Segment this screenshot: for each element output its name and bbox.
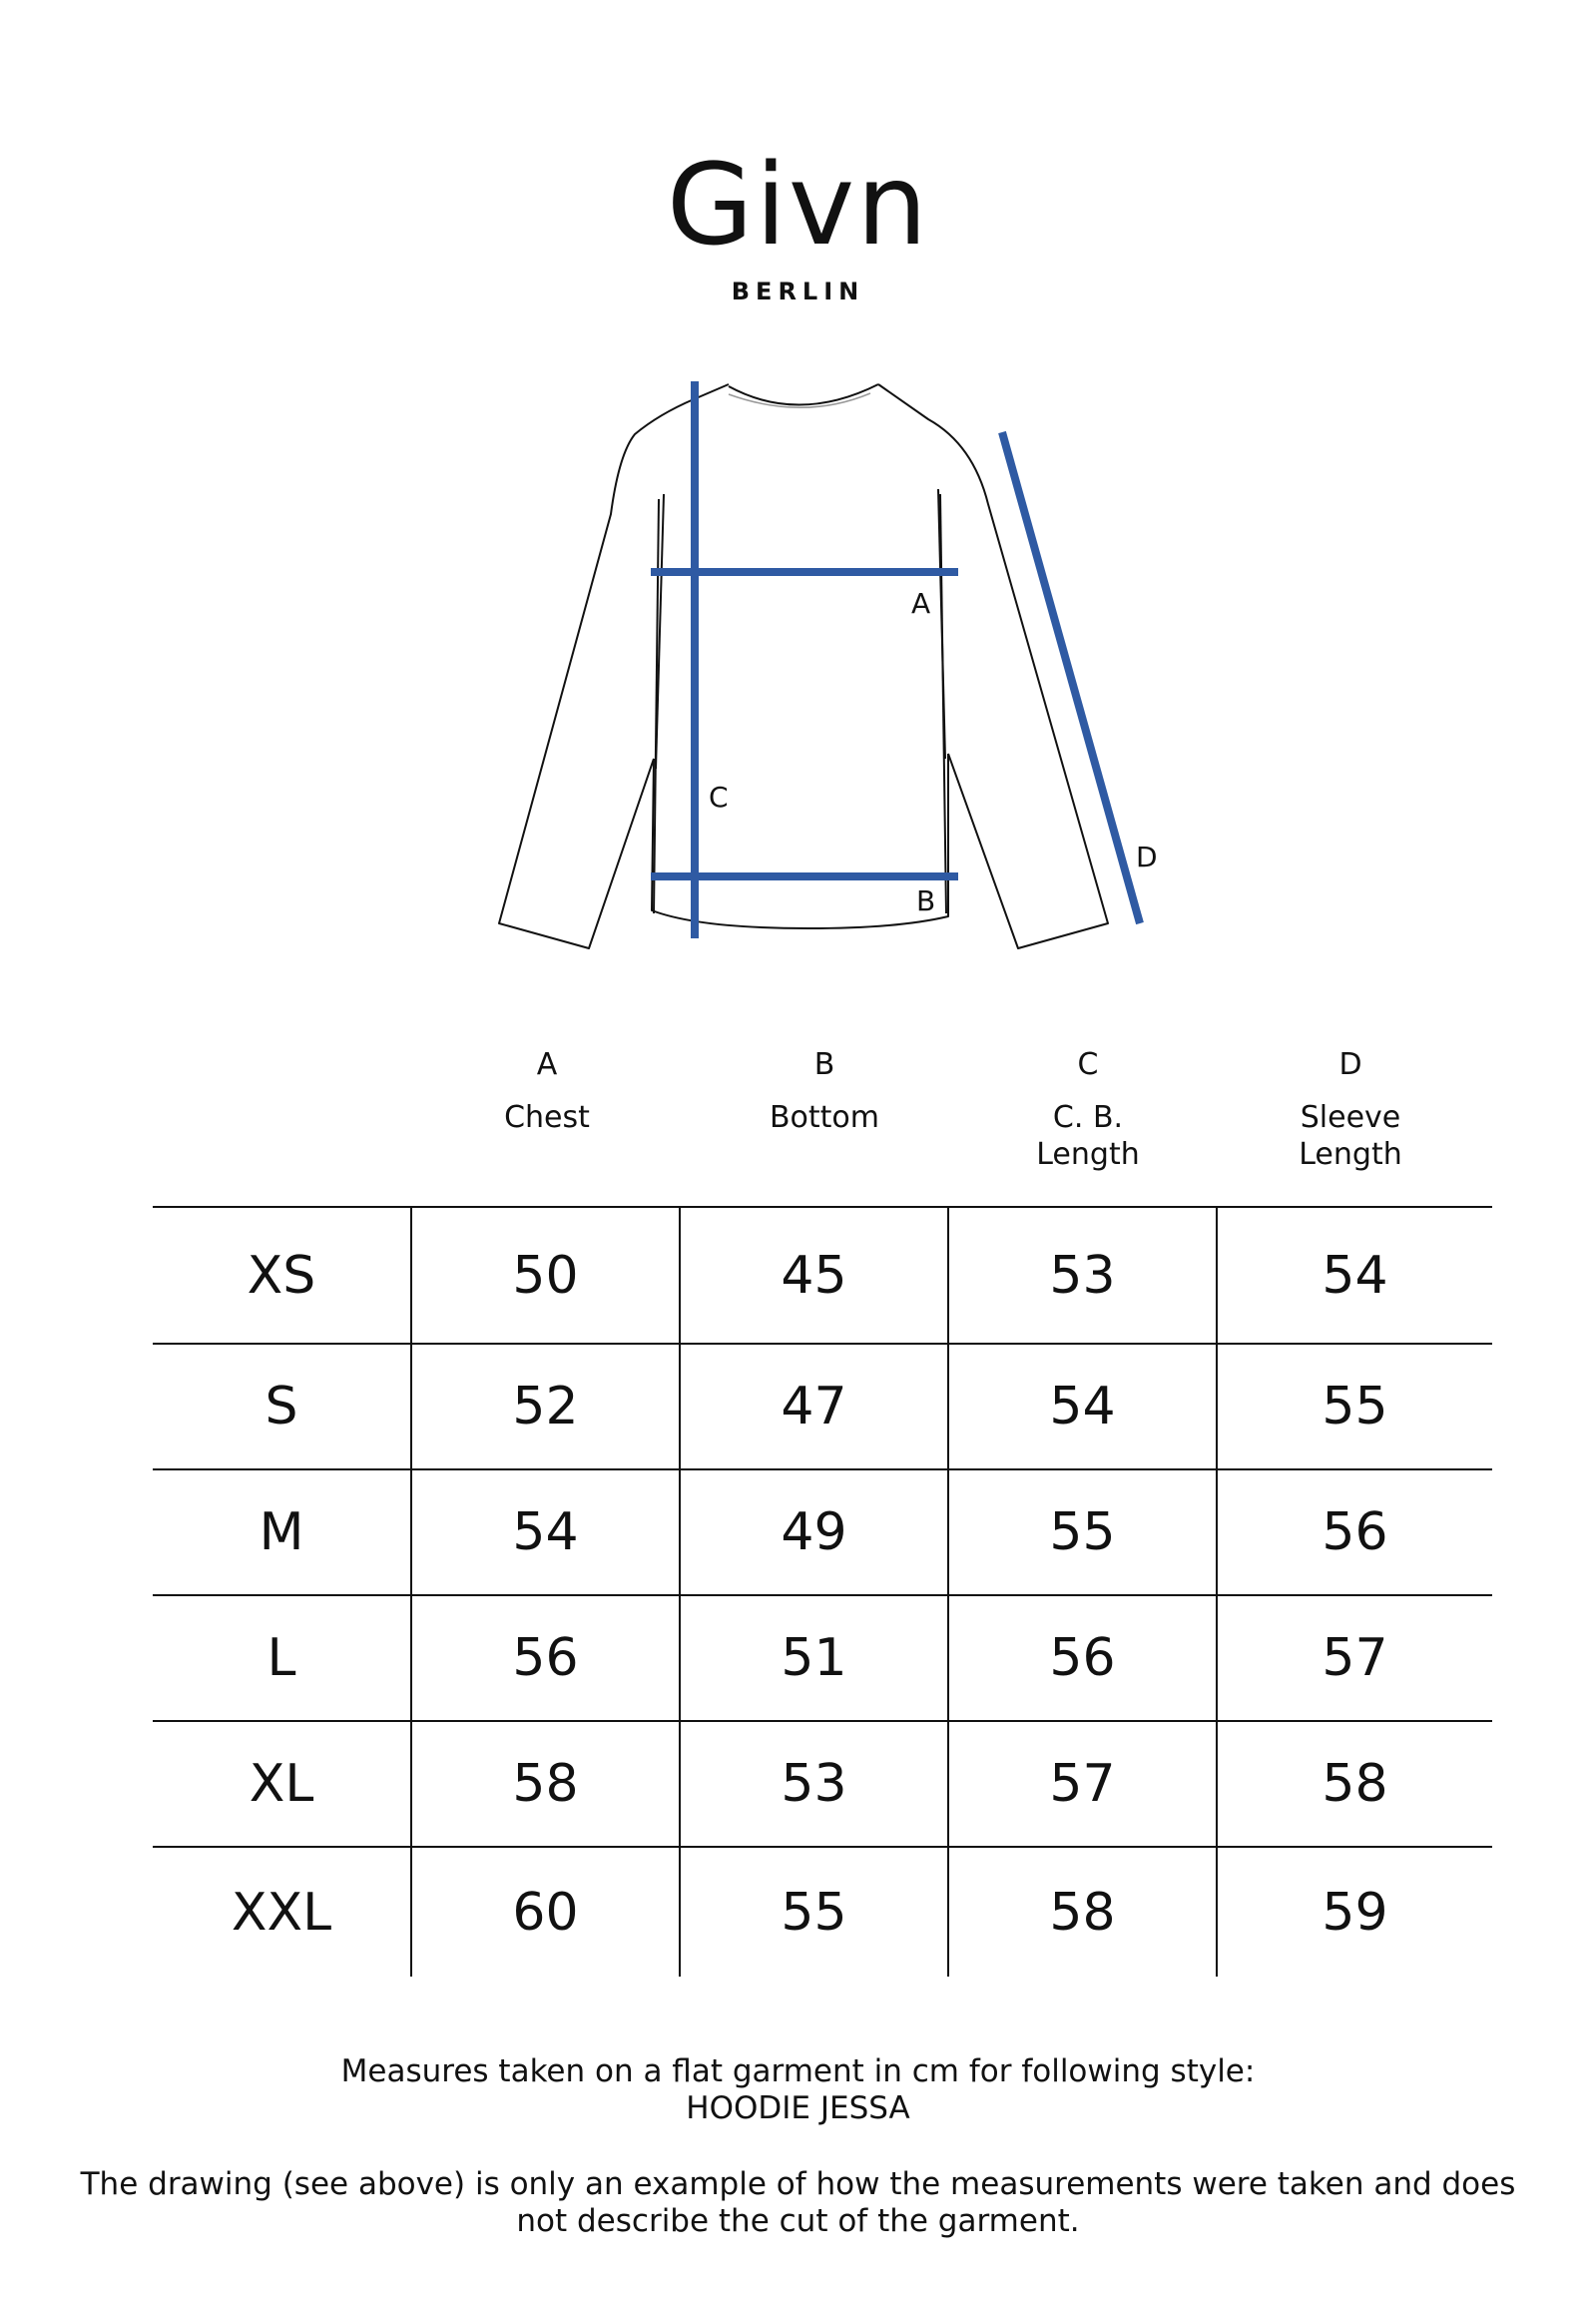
cell-cb-length: 53 (948, 1207, 1217, 1344)
disclaimer-line-2: not describe the cut of the garment. (516, 2203, 1080, 2239)
cell-chest: 52 (411, 1344, 680, 1469)
brand-logo: Givn (666, 141, 930, 271)
size-label: M (153, 1469, 411, 1595)
label-c: C (709, 781, 729, 814)
cell-bottom: 55 (680, 1847, 948, 1977)
cell-cb-length: 58 (948, 1847, 1217, 1977)
label-b: B (916, 884, 936, 917)
header-chest (427, 1046, 667, 1136)
cell-bottom: 51 (680, 1595, 948, 1721)
cell-cb-length: 54 (948, 1344, 1217, 1469)
brand-city: BERLIN (731, 278, 865, 305)
cell-cb-length: 55 (948, 1469, 1217, 1595)
cell-sleeve-length: 56 (1217, 1469, 1492, 1595)
cell-chest: 58 (411, 1721, 680, 1847)
measure-d (1002, 432, 1140, 923)
cell-chest: 56 (411, 1595, 680, 1721)
body-outline (499, 384, 1108, 948)
cell-bottom: 53 (680, 1721, 948, 1847)
table-row (153, 1207, 1492, 1344)
measure-lines (651, 381, 1140, 938)
cell-chest: 50 (411, 1207, 680, 1344)
garment-diagram (0, 0, 1596, 998)
size-label: S (153, 1344, 411, 1469)
label-d: D (1136, 841, 1158, 873)
cell-cb-length: 56 (948, 1595, 1217, 1721)
disclaimer-line-1: The drawing (see above) is only an example of how the measurements were taken and does (80, 2166, 1516, 2202)
table-row (153, 1595, 1492, 1721)
header-name: C. B. Length (1036, 1100, 1140, 1172)
header-sleeve-length (1231, 1046, 1470, 1173)
size-label: L (153, 1595, 411, 1721)
cell-chest: 54 (411, 1469, 680, 1595)
cell-sleeve-length: 59 (1217, 1847, 1492, 1977)
cell-bottom: 49 (680, 1469, 948, 1595)
cell-bottom: 45 (680, 1207, 948, 1344)
label-a: A (911, 587, 931, 620)
header-bottom (705, 1046, 944, 1136)
size-label: XS (153, 1207, 411, 1344)
style-name: HOODIE JESSA (686, 2090, 910, 2126)
table-row (153, 1469, 1492, 1595)
measure-note: Measures taken on a flat garment in cm for following style: (340, 2053, 1256, 2089)
header-letter: B (813, 1047, 835, 1082)
table-row (153, 1721, 1492, 1847)
header-letter: C (1077, 1047, 1099, 1082)
cell-sleeve-length: 55 (1217, 1344, 1492, 1469)
header-letter: A (536, 1047, 558, 1082)
table-row (153, 1847, 1492, 1977)
cell-sleeve-length: 57 (1217, 1595, 1492, 1721)
size-label: XL (153, 1721, 411, 1847)
size-table (153, 1206, 1492, 1977)
header-name: Sleeve Length (1299, 1100, 1402, 1172)
cell-sleeve-length: 58 (1217, 1721, 1492, 1847)
right-body-side (940, 494, 946, 913)
header-cb-length (968, 1046, 1208, 1173)
header-name: Bottom (769, 1100, 880, 1135)
cell-cb-length: 57 (948, 1721, 1217, 1847)
size-label: XXL (153, 1847, 411, 1977)
header-name: Chest (504, 1100, 590, 1135)
table-row (153, 1344, 1492, 1469)
cell-chest: 60 (411, 1847, 680, 1977)
header-letter: D (1338, 1047, 1362, 1082)
cell-bottom: 47 (680, 1344, 948, 1469)
cell-sleeve-length: 54 (1217, 1207, 1492, 1344)
